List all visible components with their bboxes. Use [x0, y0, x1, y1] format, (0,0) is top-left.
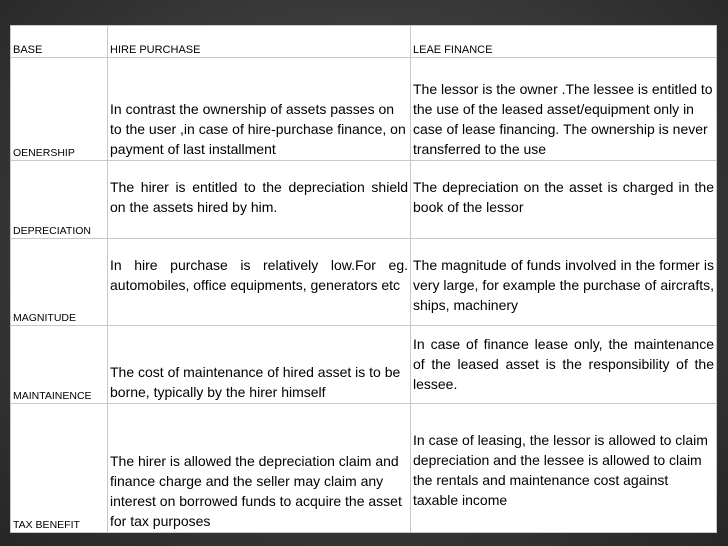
table-row — [11, 326, 717, 404]
header-base: BASE — [11, 26, 108, 58]
row-base-depreciation: DEPRECIATION — [11, 161, 108, 239]
table-row — [11, 239, 717, 326]
table-row — [11, 58, 717, 161]
row-base-tax-benefit: TAX BENEFIT — [11, 404, 108, 533]
row-lease-finance-ownership: The lessor is the owner .The lessee is entitled to the use of the leased asset/equipment only in case of lease financing. The ownership is never transferred to the use — [411, 58, 717, 161]
header-row — [11, 26, 717, 58]
row-hire-purchase-tax-benefit: The hirer is allowed the depreciation claim and finance charge and the seller may claim any interest on borrowed funds to acquire the asset for tax purposes — [108, 404, 411, 533]
comparison-table — [10, 25, 717, 533]
header-hire-purchase: HIRE PURCHASE — [108, 26, 411, 58]
header-lease-finance: LEAE FINANCE — [411, 26, 717, 58]
row-base-magnitude: MAGNITUDE — [11, 239, 108, 326]
row-lease-finance-magnitude: The magnitude of funds involved in the former is very large, for example the purchase of aircrafts, ships, machinery — [411, 239, 717, 326]
row-hire-purchase-ownership: In contrast the ownership of assets passes on to the user ,in case of hire-purchase finance, on payment of last installment — [108, 58, 411, 161]
table-row — [11, 404, 717, 533]
table-row — [11, 161, 717, 239]
row-lease-finance-maintenance: In case of finance lease only, the maintenance of the leased asset is the responsibility of the lessee. — [411, 326, 717, 404]
row-hire-purchase-maintenance: The cost of maintenance of hired asset is to be borne, typically by the hirer himself — [108, 326, 411, 404]
row-base-maintenance: MAINTAINENCE — [11, 326, 108, 404]
row-hire-purchase-depreciation: The hirer is entitled to the depreciation shield on the assets hired by him. — [108, 161, 411, 239]
row-lease-finance-depreciation: The depreciation on the asset is charged in the book of the lessor — [411, 161, 717, 239]
row-lease-finance-tax-benefit: In case of leasing, the lessor is allowed to claim depreciation and the lessee is allowed to claim the rentals and maintenance cost against taxable income — [411, 404, 717, 533]
row-hire-purchase-magnitude: In hire purchase is relatively low.For eg. automobiles, office equipments, generators etc — [108, 239, 411, 326]
row-base-ownership: OENERSHIP — [11, 58, 108, 161]
